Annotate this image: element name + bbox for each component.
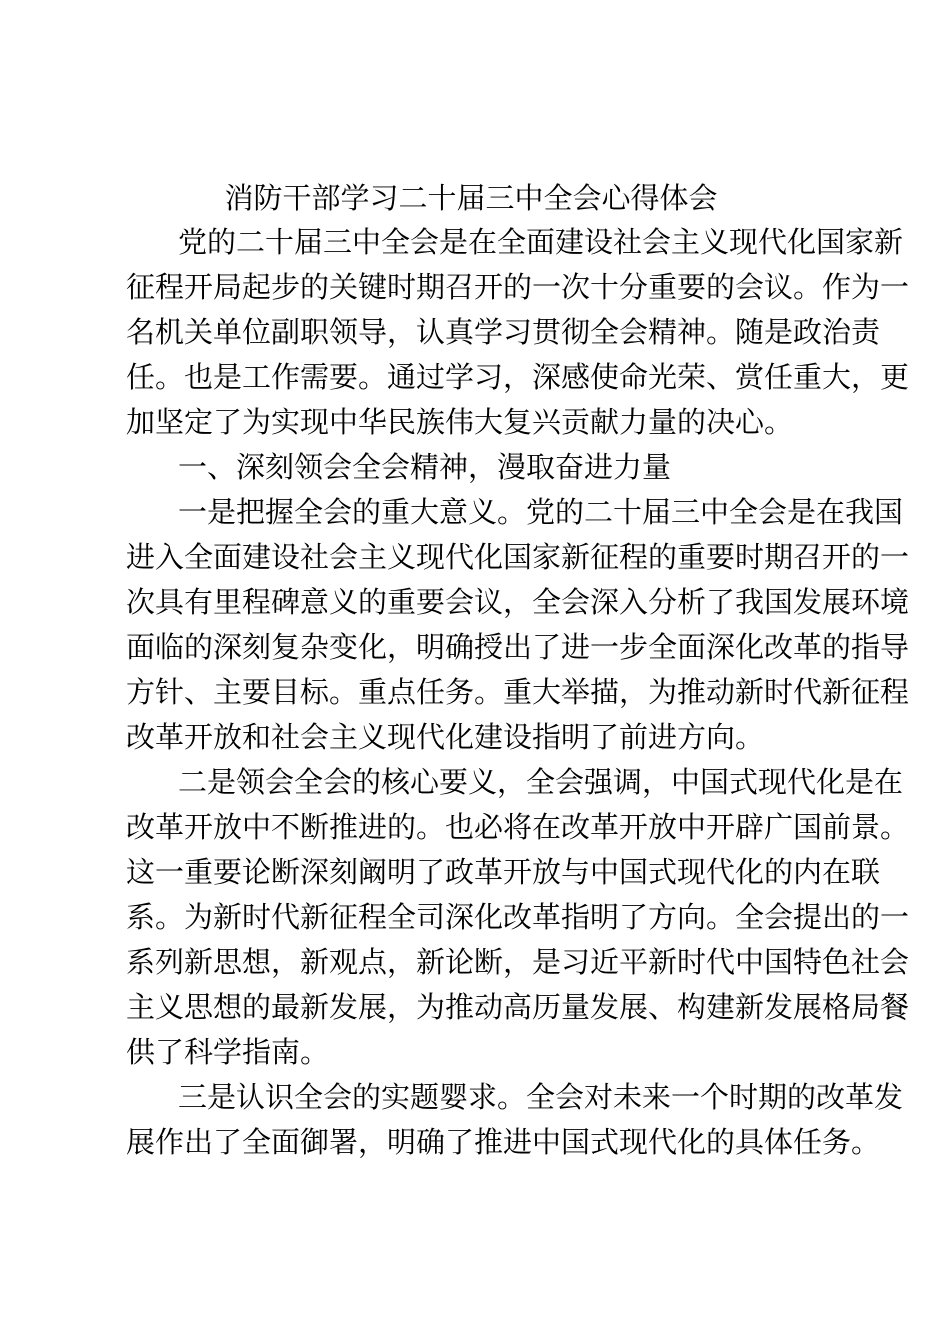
paragraph-line: 名机关单位副职领导，认真学习贯彻全会精神。随是政治责: [126, 315, 881, 349]
paragraph-line: 展作出了全面御署，明确了推进中国式现代化的具体任务。: [126, 1125, 881, 1159]
paragraph-line: 加坚定了为实现中华民族伟大复兴贡献力量的决心。: [126, 405, 794, 439]
section-heading: 一、深刻领会全会精神，漫取奋进力量: [178, 450, 672, 484]
paragraph-line: 任。也是工作需要。通过学习，深感使命光荣、赏任重大，更: [126, 360, 910, 394]
paragraph-line: 一是把握全会的重大意义。党的二十届三中全会是在我国: [178, 495, 904, 529]
paragraph-line: 供了科学指南。: [126, 1035, 330, 1069]
paragraph-line: 方针、主要目标。重点任务。重大举描，为推动新时代新征程: [126, 675, 910, 709]
paragraph-line: 改革开放中不断推进的。也必将在改革开放中开辟广国前景。: [126, 810, 910, 844]
paragraph-line: 党的二十届三中全会是在全面建设社会主义现代化国家新: [178, 225, 904, 259]
paragraph-line: 改革开放和社会主义现代化建设指明了前进方向。: [126, 720, 765, 754]
paragraph-line: 进入全面建设社会主义现代化国家新征程的重要时期召开的一: [126, 540, 910, 574]
document-title: 消防干部学习二十届三中全会心得体会: [224, 181, 718, 215]
paragraph-line: 系列新思想，新观点，新论断，是习近平新时代中国特色社会: [126, 945, 910, 979]
paragraph-line: 主义思想的最新发展，为推动高历量发展、构建新发展格局餐: [126, 990, 910, 1024]
paragraph-line: 三是认识全会的实题婴求。全会对未来一个时期的改革发: [178, 1080, 904, 1114]
paragraph-line: 二是领会全会的核心要义，全会强调，中国式现代化是在: [178, 765, 904, 799]
paragraph-line: 系。为新时代新征程全司深化改革指明了方向。全会提出的一: [126, 900, 910, 934]
paragraph-line: 征程开局起步的关键时期召开的一次十分重要的会议。作为一: [126, 270, 910, 304]
paragraph-line: 次具有里程碑意义的重要会议，全会深入分析了我国发展环境: [126, 585, 910, 619]
paragraph-line: 面临的深刻复杂变化，明确授出了进一步全面深化改革的指导: [126, 630, 910, 664]
paragraph-line: 这一重要论断深刻阚明了政革开放与中国式现代化的内在联: [126, 855, 881, 889]
